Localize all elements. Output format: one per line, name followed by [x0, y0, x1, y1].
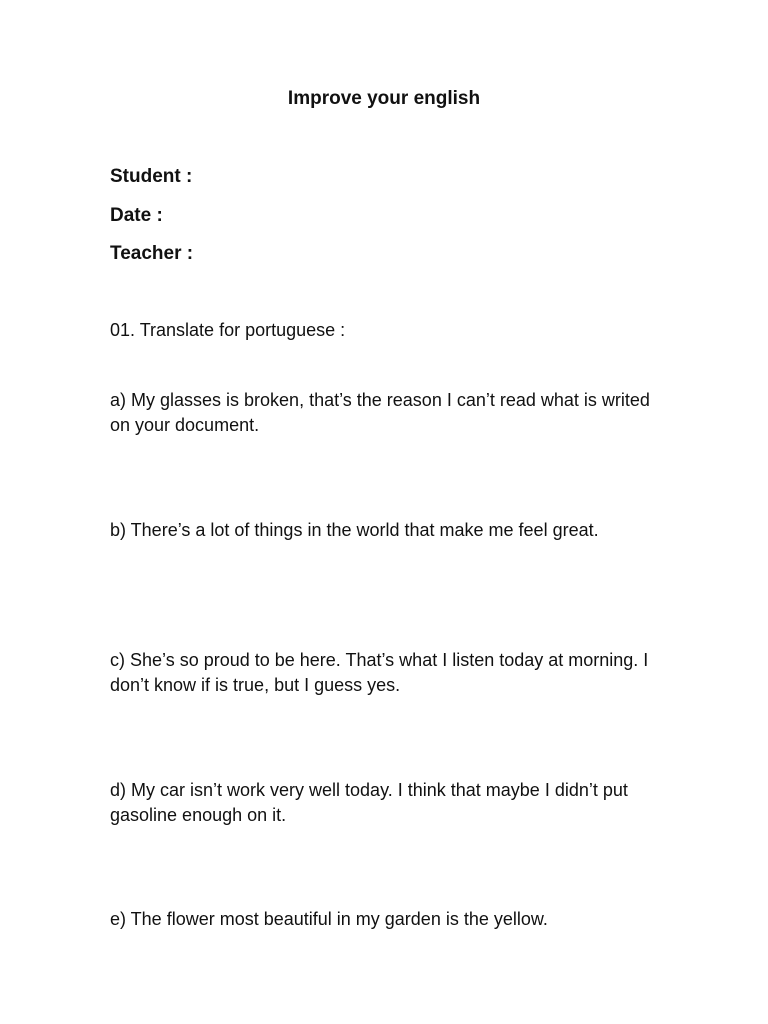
student-label: Student :	[110, 166, 193, 187]
exercise-item-b: b) There’s a lot of things in the world that make me feel great.	[110, 520, 599, 540]
exercise-item-d: d) My car isn’t work very well today. I think that maybe I didn’t put gasoline enough on it.	[110, 780, 628, 825]
teacher-label: Teacher :	[110, 243, 194, 264]
exercise-instruction: 01. Translate for portuguese :	[110, 320, 346, 340]
date-field	[110, 204, 163, 228]
exercise-item-e: e) The flower most beautiful in my garden is the yellow.	[110, 909, 548, 929]
teacher-field	[110, 242, 193, 266]
date-label: Date :	[110, 205, 163, 226]
exercise-item-c: c) She’s so proud to be here. That’s what I listen today at morning. I don’t know if is true, but I guess yes.	[110, 650, 649, 695]
student-field	[110, 165, 192, 189]
document-title: Improve your english	[287, 88, 481, 109]
exercise-item-a: a) My glasses is broken, that’s the reason I can’t read what is writed on your document.	[110, 390, 650, 435]
